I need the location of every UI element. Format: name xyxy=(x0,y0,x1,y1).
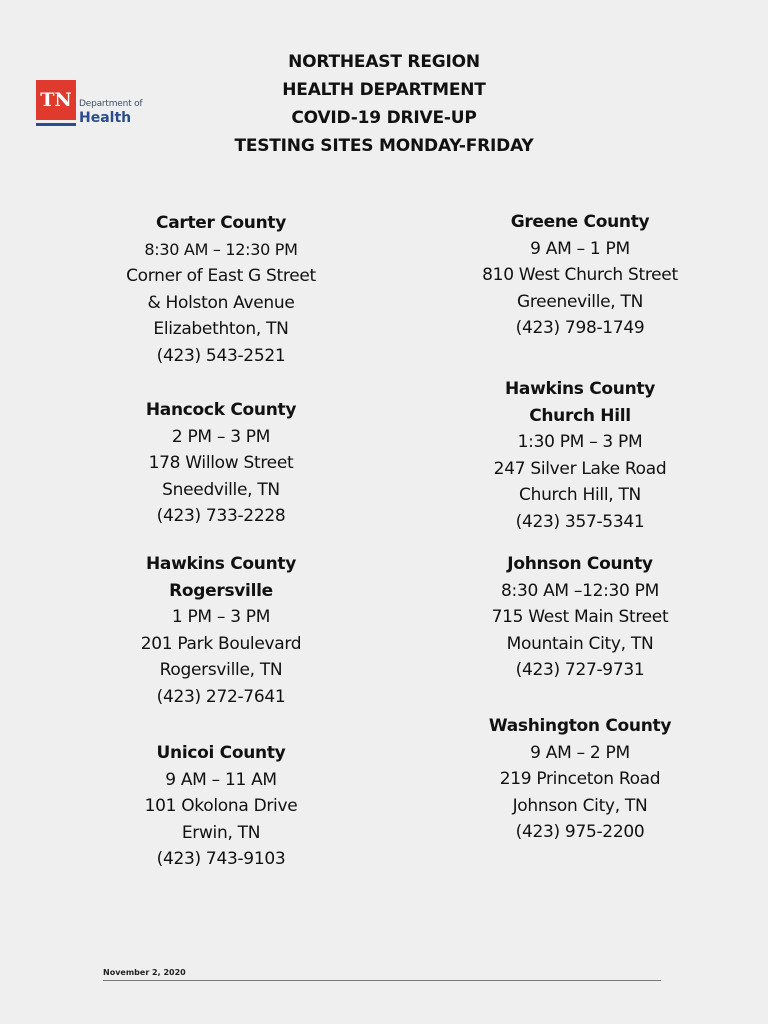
site-address-line-1: 178 Willow Street xyxy=(148,453,294,473)
logo-rule xyxy=(36,123,76,126)
site-city: Rogersville, TN xyxy=(159,660,283,680)
site-name: Greene County xyxy=(510,212,650,232)
site-hawkins-county-rogersville xyxy=(96,551,346,710)
footer-divider xyxy=(103,980,661,981)
footer-date: November 2, 2020 xyxy=(103,968,186,977)
site-hancock-county xyxy=(96,397,346,530)
site-name: Hawkins County xyxy=(145,554,297,574)
site-hours: 8:30 AM – 12:30 PM xyxy=(144,239,298,259)
site-phone: (423) 543-2521 xyxy=(156,345,286,366)
site-hours: 1:30 PM – 3 PM xyxy=(517,432,643,452)
site-subname: Church Hill xyxy=(529,405,631,426)
site-city: Elizabethton, TN xyxy=(153,319,289,339)
site-johnson-county xyxy=(455,551,705,684)
site-unicoi-county xyxy=(96,740,346,873)
site-hours: 1 PM – 3 PM xyxy=(171,607,271,627)
site-city: Johnson City, TN xyxy=(512,795,648,816)
site-phone: (423) 272-7641 xyxy=(156,686,286,707)
title-line-2: HEALTH DEPARTMENT xyxy=(282,80,486,100)
site-address-line-2: & Holston Avenue xyxy=(147,292,295,313)
site-hours: 9 AM – 11 AM xyxy=(165,769,277,790)
site-hours: 9 AM – 2 PM xyxy=(530,742,630,763)
site-address-line-1: Corner of East G Street xyxy=(126,266,316,286)
site-city: Mountain City, TN xyxy=(506,633,654,654)
title-line-1: NORTHEAST REGION xyxy=(288,52,480,72)
site-subname: Rogersville xyxy=(169,580,273,601)
site-phone: (423) 357-5341 xyxy=(515,511,645,532)
site-hours: 2 PM – 3 PM xyxy=(171,426,271,447)
site-washington-county xyxy=(455,713,705,846)
page-title xyxy=(184,48,584,160)
site-address-line-1: 101 Okolona Drive xyxy=(144,796,298,816)
site-address-line-1: 219 Princeton Road xyxy=(499,769,661,789)
site-name: Hancock County xyxy=(145,400,297,420)
site-carter-county xyxy=(96,210,346,369)
site-phone: (423) 798-1749 xyxy=(515,318,645,338)
title-line-4: TESTING SITES MONDAY-FRIDAY xyxy=(234,136,534,156)
site-hours: 8:30 AM –12:30 PM xyxy=(501,580,659,601)
site-hours: 9 AM – 1 PM xyxy=(530,238,630,259)
site-name: Washington County xyxy=(488,716,672,736)
site-address-line-1: 201 Park Boulevard xyxy=(140,633,302,654)
site-city: Greeneville, TN xyxy=(516,291,644,312)
site-address-line-1: 247 Silver Lake Road xyxy=(493,458,667,479)
site-city: Sneedville, TN xyxy=(162,479,280,500)
site-name: Unicoi County xyxy=(156,743,286,763)
logo-line2: Health xyxy=(79,110,132,126)
site-hawkins-county-church-hill xyxy=(455,376,705,535)
site-phone: (423) 743-9103 xyxy=(156,849,286,869)
site-city: Erwin, TN xyxy=(181,822,261,843)
site-address-line-1: 715 West Main Street xyxy=(491,607,669,627)
site-greene-county xyxy=(455,209,705,342)
site-name: Hawkins County xyxy=(504,379,656,399)
title-line-3: COVID-19 DRIVE-UP xyxy=(291,108,477,128)
site-phone: (423) 727-9731 xyxy=(515,660,645,680)
logo-mark: TN xyxy=(36,80,76,120)
tn-health-logo xyxy=(36,80,156,130)
site-phone: (423) 975-2200 xyxy=(515,822,645,842)
site-name: Carter County xyxy=(156,213,286,233)
site-name: Johnson County xyxy=(507,554,653,574)
site-address-line-1: 810 West Church Street xyxy=(482,265,678,285)
site-phone: (423) 733-2228 xyxy=(156,506,286,526)
site-city: Church Hill, TN xyxy=(519,485,641,505)
logo-line1: Department of xyxy=(79,99,143,109)
